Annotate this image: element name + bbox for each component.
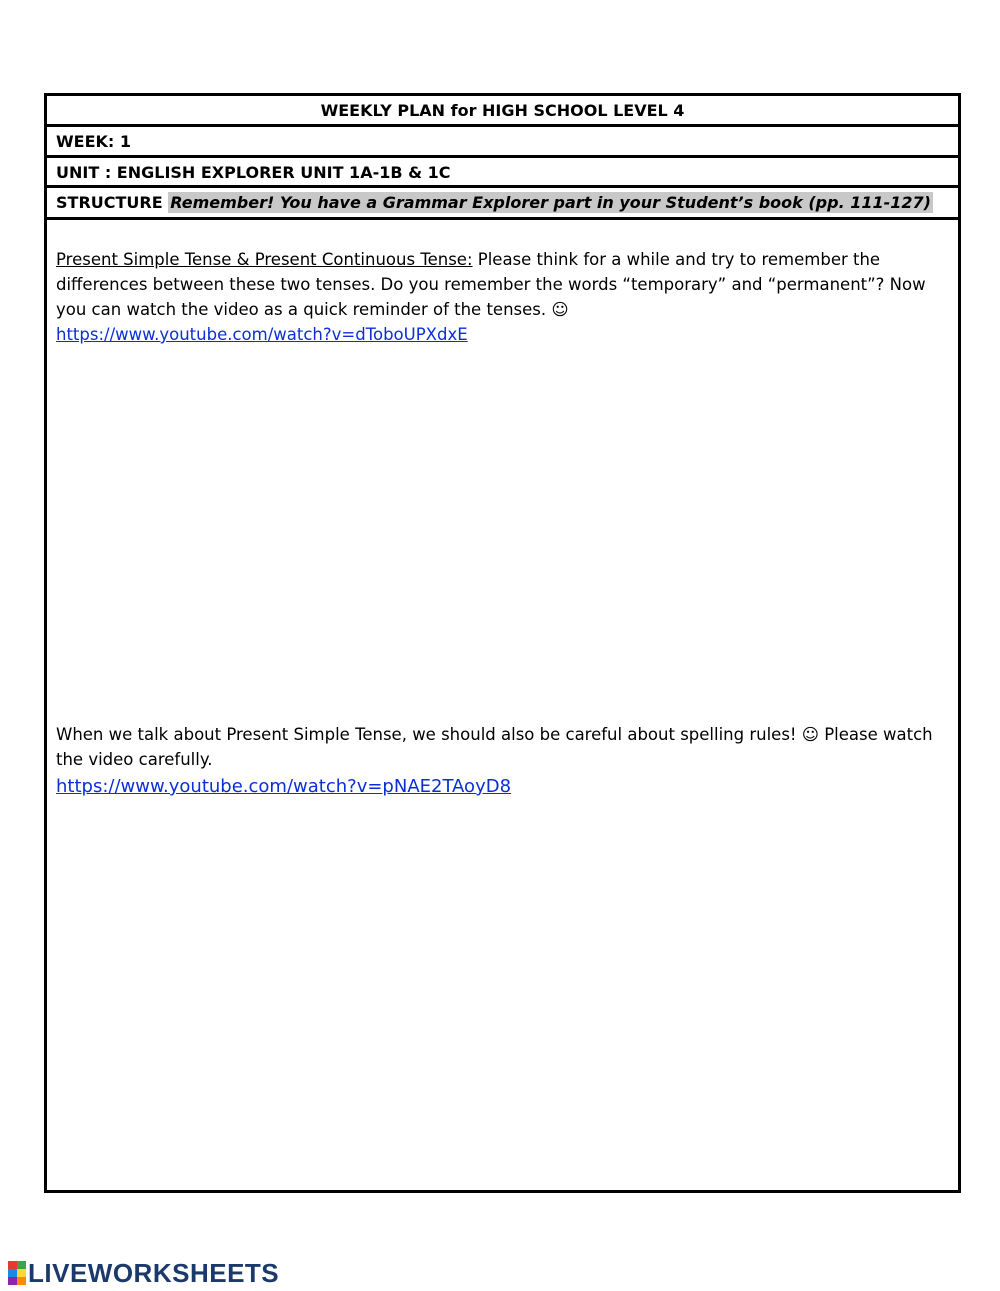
logo-text: LIVEWORKSHEETS [28, 1257, 280, 1288]
week-row: WEEK: 1 [47, 127, 958, 158]
structure-row [47, 188, 958, 220]
paragraph-spelling-tail: Please watch the video carefully. [56, 725, 933, 769]
logo-mark-square [17, 1269, 26, 1277]
logo-mark-square [8, 1277, 17, 1285]
logo-mark-square [17, 1261, 26, 1269]
logo-mark-square [8, 1261, 17, 1269]
logo-mark-icon [8, 1261, 26, 1285]
smiley-icon: ☺ [551, 300, 569, 319]
structure-note: Remember! You have a Grammar Explorer part in your Student’s book (pp. 111-127) [170, 193, 931, 212]
video-link-spelling[interactable]: https://www.youtube.com/watch?v=pNAE2TAoyD8 [56, 776, 512, 797]
liveworksheets-logo [8, 1259, 279, 1287]
paragraph-tenses [56, 247, 936, 347]
logo-mark-square [8, 1269, 17, 1277]
video-link-tenses[interactable]: https://www.youtube.com/watch?v=dToboUPXdxE [56, 325, 468, 344]
paragraph-spelling-text: When we talk about Present Simple Tense, we should also be careful about spelling rules! [56, 725, 802, 744]
plan-title: WEEKLY PLAN for HIGH SCHOOL LEVEL 4 [47, 96, 958, 127]
paragraph-spelling [56, 722, 936, 799]
unit-row: UNIT : ENGLISH EXPLORER UNIT 1A-1B & 1C [47, 158, 958, 188]
paragraph-tenses-text: Please think for a while and try to remember the differences between these two tenses. Do you remember the words “temporary” and “permanent”? Now you can watch the video as a quick reminder of the tenses. [56, 250, 926, 319]
smiley-icon: ☺ [801, 725, 819, 744]
logo-mark-square [17, 1277, 26, 1285]
structure-label: STRUCTURE [56, 193, 163, 212]
paragraph-tenses-heading: Present Simple Tense & Present Continuous Tense: [56, 250, 473, 269]
worksheet-table [44, 93, 961, 1193]
